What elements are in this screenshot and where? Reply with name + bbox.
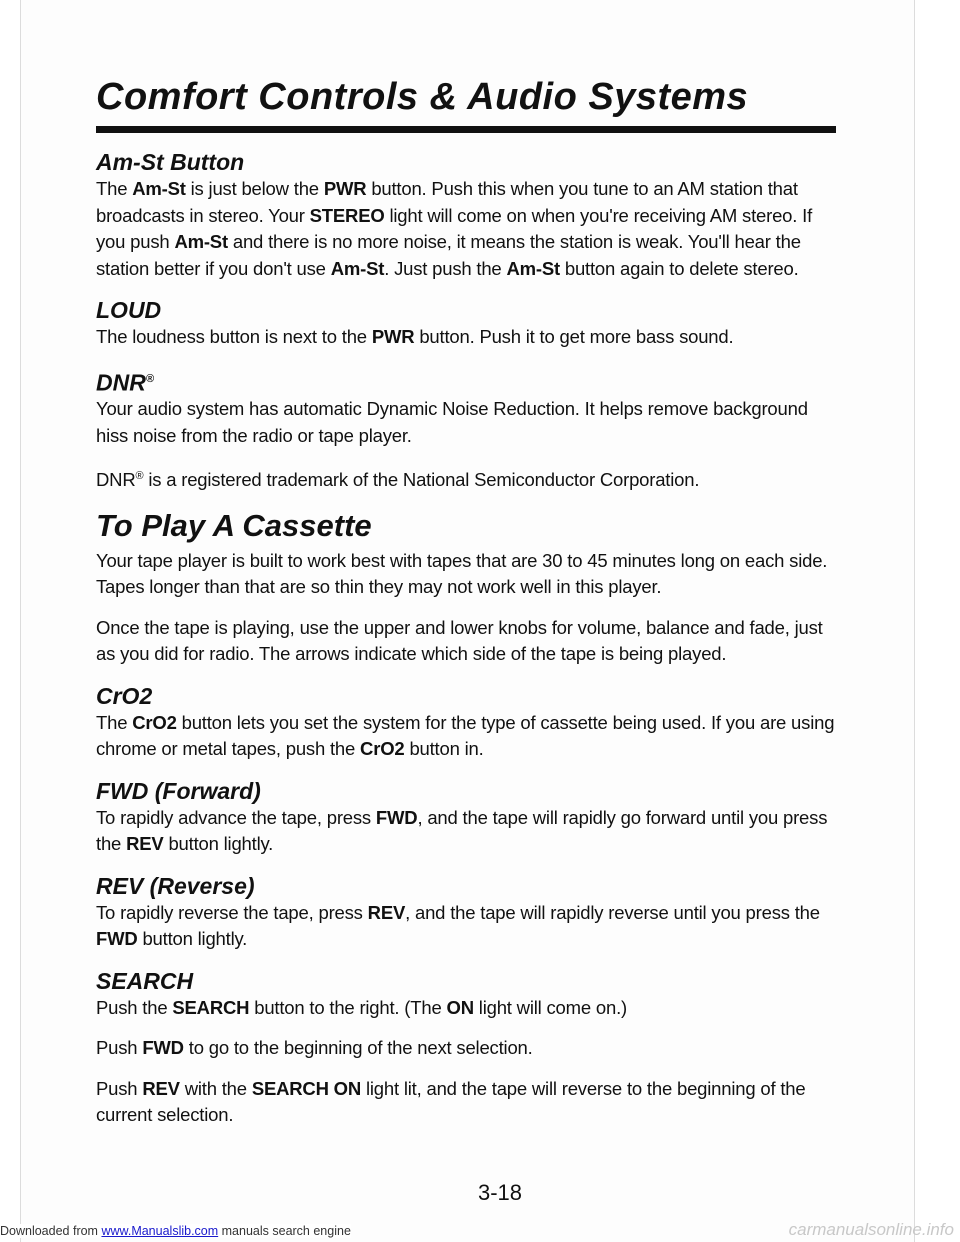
text-run: To rapidly advance the tape, press — [96, 806, 376, 828]
text-run: , and the tape will rapidly reverse until you press the — [405, 901, 820, 923]
bold-term: CrO2 — [132, 711, 177, 733]
text-run: light will come on when you're receiving AM stereo. If you push — [96, 204, 813, 252]
heading-dnr-text: DNR — [96, 369, 146, 396]
bold-term: Am-St — [174, 231, 228, 252]
bold-term: CrO2 — [360, 738, 405, 760]
para-search-2 — [96, 1035, 836, 1062]
bold-term: SEARCH — [172, 996, 250, 1018]
text-run: button lets you set the system for the type of cassette being used. If you are using chrome or metal tapes, push the — [96, 711, 835, 760]
text-run: Your audio system has automatic Dynamic Noise Reduction. It helps remove background hiss noise from the radio or tape player. — [96, 398, 808, 446]
para-cassette-1 — [96, 548, 836, 601]
text-run: button in. — [404, 738, 484, 760]
para-fwd — [96, 805, 836, 858]
text-run: light lit, and the tape will reverse to the beginning of the current selection. — [96, 1077, 806, 1126]
section-dnr — [96, 365, 836, 494]
section-amst — [96, 148, 836, 282]
text-run: Push the — [96, 996, 173, 1018]
manualslib-link[interactable]: www.Manualslib.com — [101, 1224, 219, 1238]
text-run: The loudness button is next to the — [96, 326, 372, 347]
text-run: DNR — [96, 469, 136, 491]
text-run: is just below the — [185, 178, 324, 199]
bold-term: REV — [142, 1077, 180, 1099]
text-run: , and the tape will rapidly go forward until you press the — [96, 806, 828, 855]
text-run: button. Push this when you tune to an AM station that broadcasts in stereo. Your — [96, 178, 798, 226]
heading-fwd: FWD (Forward) — [96, 777, 261, 804]
text-run: light will come on.) — [473, 996, 627, 1018]
section-cro2 — [96, 682, 836, 763]
heading-cro2: CrO2 — [96, 682, 153, 709]
page-content — [96, 148, 836, 1143]
text-run: Push — [96, 1077, 143, 1099]
page-right-edge — [914, 0, 915, 1242]
bold-term: Am-St — [506, 257, 560, 279]
para-search-3 — [96, 1076, 836, 1129]
text-run: The — [96, 711, 133, 733]
para-dnr-1 — [96, 396, 836, 449]
heading-loud: LOUD — [96, 297, 162, 323]
section-cassette — [96, 508, 836, 668]
bold-term: STEREO — [309, 204, 385, 226]
text-run: button lightly. — [137, 928, 248, 950]
text-run: . Just push the — [384, 257, 507, 279]
heading-amst: Am-St Button — [96, 149, 245, 175]
section-fwd — [96, 777, 836, 858]
heading-cassette: To Play A Cassette — [96, 507, 372, 543]
bold-term: FWD — [142, 1037, 184, 1059]
header-rule — [96, 126, 836, 133]
text-run: button again to delete stereo. — [559, 257, 799, 279]
para-loud — [96, 324, 836, 351]
para-amst — [96, 176, 836, 282]
page-header-title: Comfort Controls & Audio Systems — [96, 76, 749, 118]
footer-prefix: Downloaded from — [0, 1224, 102, 1238]
text-run: is a registered trademark of the National Semiconductor Corporation. — [143, 469, 700, 491]
para-cassette-2 — [96, 615, 836, 668]
bold-term: REV — [367, 901, 406, 923]
text-run: The — [96, 178, 133, 199]
superscript: ® — [135, 470, 144, 483]
text-run: Once the tape is playing, use the upper and lower knobs for volume, balance and fade, just as you did for radio. The arrows indicate which side of the tape is being played. — [96, 616, 823, 665]
bold-term: Am-St — [330, 257, 385, 279]
bold-term: ON — [446, 996, 474, 1018]
section-rev — [96, 872, 836, 953]
para-cro2 — [96, 710, 836, 763]
bold-term: PWR — [371, 326, 415, 347]
download-footer — [0, 1224, 351, 1238]
para-search-1 — [96, 995, 836, 1022]
heading-dnr-sup: ® — [145, 372, 154, 385]
page-number: 3-18 — [478, 1180, 523, 1205]
bold-term: SEARCH ON — [251, 1077, 362, 1099]
heading-dnr — [96, 365, 836, 397]
text-run: Your tape player is built to work best with tapes that are 30 to 45 minutes long on each side. Tapes longer than that are so thin they may not work well in this player. — [96, 549, 828, 598]
bold-term: FWD — [96, 928, 138, 950]
bold-term: REV — [126, 833, 164, 855]
section-loud — [96, 296, 836, 351]
text-run: button lightly. — [163, 833, 274, 855]
text-run: and there is no more noise, it means the station is weak. You'll hear the station better if you don't use — [96, 231, 801, 279]
heading-search: SEARCH — [96, 967, 194, 994]
page-left-edge — [20, 0, 21, 1242]
text-run: with the — [179, 1077, 252, 1099]
bold-term: FWD — [375, 806, 418, 828]
section-search — [96, 967, 836, 1129]
footer-suffix: manuals search engine — [218, 1224, 351, 1238]
para-rev — [96, 900, 836, 953]
site-watermark: carmanualsonline.info — [788, 1220, 954, 1239]
text-run: to go to the beginning of the next selection. — [183, 1037, 533, 1059]
text-run: button. Push it to get more bass sound. — [414, 326, 734, 347]
heading-rev: REV (Reverse) — [96, 872, 255, 899]
text-run: Push — [96, 1037, 143, 1059]
text-run: button to the right. (The — [249, 996, 447, 1018]
bold-term: PWR — [323, 178, 367, 199]
bold-term: Am-St — [132, 178, 186, 199]
para-dnr-2 — [96, 463, 836, 494]
text-run: To rapidly reverse the tape, press — [96, 901, 368, 923]
